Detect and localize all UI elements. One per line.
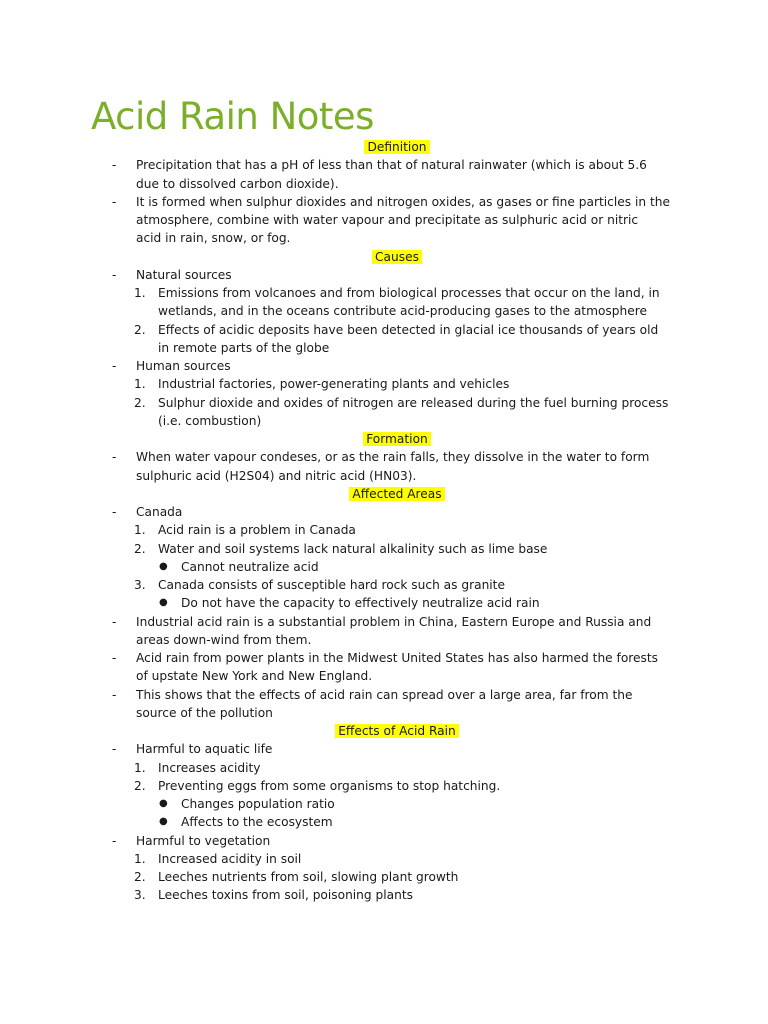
section-heading-affected-areas: Affected Areas (112, 485, 682, 503)
numbered-item: 2. Preventing eggs from some organisms to stop hatching. (134, 778, 501, 793)
section-heading-effects: Effects of Acid Rain (112, 722, 682, 740)
bullet-item: ● Cannot neutralize acid (159, 559, 319, 574)
bullet-item: ● Do not have the capacity to effectively neutralize acid rain (159, 596, 540, 611)
list-item: - Acid rain from power plants in the Midwest United States has also harmed the forests of upstate New York and New England. (112, 651, 659, 684)
section-heading-causes: Causes (112, 248, 682, 266)
list-item: - Human sources (112, 359, 231, 373)
numbered-item: 2. Effects of acidic deposits have been detected in glacial ice thousands of years old in remote parts of the globe (134, 322, 659, 355)
section-heading-definition: Definition (112, 138, 682, 156)
list-item: - It is formed when sulphur dioxides and nitrogen oxides, as gases or fine particles in the atmosphere, combine with water vapour and precipitate as sulphuric acid or nitric acid in rain, snow, or fog. (112, 194, 670, 246)
section-heading-formation: Formation (112, 430, 682, 448)
numbered-item: 1. Industrial factories, power-generating plants and vehicles (134, 377, 510, 392)
list-item: - Harmful to vegetation (112, 833, 271, 848)
list-item: - Canada (112, 505, 183, 519)
bullet-item: ● Changes population ratio (159, 797, 335, 811)
numbered-item: 2. Sulphur dioxide and oxides of nitrogen are released during the fuel burning process (i.e. combustion) (134, 395, 669, 428)
list-item: - Harmful to aquatic life (112, 742, 273, 757)
numbered-item: 3. Canada consists of susceptible hard rock such as granite (134, 578, 505, 592)
document-title: Acid Rain Notes (91, 95, 374, 138)
list-item: - Precipitation that has a pH of less than that of natural rainwater (which is about 5.6 due to dissolved carbon dioxide). (112, 158, 647, 191)
document-body (112, 138, 682, 905)
numbered-item: 1. Increases acidity (134, 760, 261, 775)
numbered-item: 1. Emissions from volcanoes and from biological processes that occur on the land, in wetlands, and in the oceans contribute acid-producing gases to the atmosphere (134, 286, 660, 319)
numbered-item: 2. Leeches nutrients from soil, slowing plant growth (134, 870, 459, 884)
numbered-item: 2. Water and soil systems lack natural alkalinity such as lime base (134, 541, 548, 556)
list-item: - This shows that the effects of acid rain can spread over a large area, far from the source of the pollution (112, 687, 633, 720)
list-item: - When water vapour condeses, or as the rain falls, they dissolve in the water to form sulphuric acid (H2S04) and nitric acid (HN03). (112, 450, 650, 483)
numbered-item: 1. Acid rain is a problem in Canada (134, 523, 356, 538)
list-item: - Industrial acid rain is a substantial problem in China, Eastern Europe and Russia and areas down-wind from them. (112, 614, 652, 647)
numbered-item: 3. Leeches toxins from soil, poisoning plants (134, 888, 413, 903)
bullet-item: ● Affects to the ecosystem (159, 815, 333, 830)
list-item: - Natural sources (112, 267, 232, 282)
numbered-item: 1. Increased acidity in soil (134, 851, 302, 866)
